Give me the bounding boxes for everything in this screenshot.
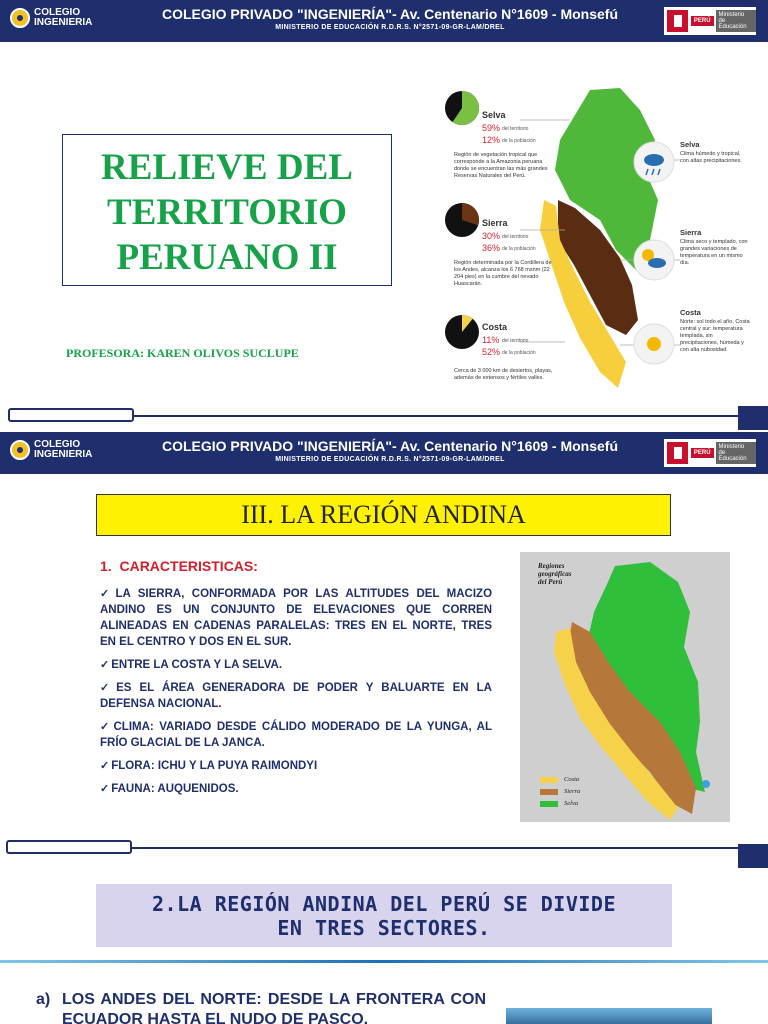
school-logo: [10, 440, 92, 460]
school-logo: [10, 8, 92, 28]
footer-line: [134, 415, 738, 417]
sectors-title-band: [96, 884, 672, 947]
checkmark-icon: ✓: [100, 588, 114, 600]
checkmark-icon: ✓: [100, 760, 110, 772]
regions-infographic: [440, 80, 760, 400]
teacher-name: PROFESORA: KAREN OLIVOS SUCLUPE: [66, 346, 299, 360]
checkmark-icon: ✓: [100, 682, 115, 694]
logo-line-2: INGENIERIA: [34, 17, 93, 28]
costa-territory-pct: 11%: [482, 335, 500, 345]
ministry-line-1: Ministerio: [718, 12, 745, 18]
header-title: COLEGIO PRIVADO "INGENIERÍA"- Av. Centenario N°1609 - Monsefú: [161, 6, 619, 22]
ministry-logo: [664, 7, 756, 35]
selva-climate-title: Selva: [680, 140, 700, 149]
footer-block: [738, 844, 768, 868]
peru-shield-icon: [667, 10, 688, 32]
list-item: ✓ ENTRE LA COSTA Y LA SELVA.: [100, 659, 283, 671]
characteristics-title: CARACTERISTICAS:: [119, 558, 258, 574]
slide-1: [0, 0, 768, 430]
sierra-territory-pct: 30%: [482, 231, 501, 241]
sierra-label: Sierra: [482, 218, 508, 228]
peru-label: PERÚ: [691, 16, 714, 26]
costa-population-pct: 52%: [482, 347, 501, 357]
sierra-population-pct: 36%: [482, 243, 501, 253]
checkmark-icon: ✓: [100, 783, 110, 795]
slide-2: [0, 432, 768, 868]
lake-titicaca: [702, 780, 710, 788]
ministry-line-2: de Educación: [718, 18, 747, 30]
title-line-1: RELIEVE DEL: [101, 147, 353, 188]
characteristics-number: 1.: [100, 558, 112, 574]
landscape-photo: [506, 1008, 712, 1024]
selva-climate-desc: Clima húmedo y tropical, con altas precipitaciones.: [680, 151, 742, 164]
logo-line-1: COLEGIO: [34, 7, 81, 18]
title-line-2: TERRITORIO: [107, 192, 347, 233]
sierra-population-label: de la población: [502, 246, 536, 252]
footer-block: [738, 406, 768, 430]
section-title: III. LA REGIÓN ANDINA: [241, 500, 526, 529]
legend-selva: Selva: [540, 800, 578, 807]
item-letter: a): [36, 991, 51, 1008]
school-emblem-icon: [10, 8, 30, 28]
checkmark-icon: ✓: [100, 659, 110, 671]
header-subtitle: MINISTERIO DE EDUCACIÓN R.D.R.S. N°2571-09-GR-LAM/DREL: [275, 456, 505, 463]
list-item: ✓ FAUNA: AUQUENIDOS.: [100, 783, 239, 795]
sectors-title-line-1: 2.LA REGIÓN ANDINA DEL PERÚ SE DIVIDE: [151, 892, 617, 916]
divider-line: [0, 960, 768, 963]
costa-territory-label: del territorio: [502, 338, 529, 344]
school-header: [0, 432, 768, 474]
title-line-3: PERUANO II: [116, 237, 338, 278]
characteristics-list: [100, 586, 492, 804]
map-title: Regiones geográficas del Perú: [538, 562, 572, 586]
legend-costa: Costa: [540, 776, 579, 783]
selva-description: Región de vegetación tropical que corresponde a la Amazonia peruana donde se encuentran las más grandes Reservas Naturales del Perú.: [454, 152, 548, 179]
costa-label: Costa: [482, 322, 508, 332]
selva-label: Selva: [482, 110, 506, 120]
list-item: ✓ FLORA: ICHU Y LA PUYA RAIMONDYI: [100, 760, 318, 772]
footer-pill: [6, 840, 132, 854]
list-item: ✓ LA SIERRA, CONFORMADA POR LAS ALTITUDES DEL MACIZO ANDINO ES UN CONJUNTO DE ELEVACIONES QUE CORREN ALINEADAS EN CADENAS PARALELAS: TRES EN EL NORTE, TRES EN EL CENTRO Y DOS EN EL SUR.: [100, 588, 493, 648]
andes-norte-text: LOS ANDES DEL NORTE: DESDE LA FRONTERA CON ECUADOR HASTA EL NUDO DE PASCO.: [62, 991, 486, 1024]
school-header: [0, 0, 768, 42]
header-title: COLEGIO PRIVADO "INGENIERÍA"- Av. Centenario N°1609 - Monsefú: [161, 438, 619, 454]
costa-description: Cerca de 3 000 km de desiertos, playas, además de extensos y fértiles valles.: [454, 368, 553, 381]
footer-pill: [8, 408, 134, 422]
costa-population-label: de la población: [502, 350, 536, 356]
slide-title-box: [62, 134, 392, 286]
ministry-line-2: de Educación: [718, 450, 747, 462]
checkmark-icon: ✓: [100, 721, 112, 733]
sectors-title-line-2: EN TRES SECTORES.: [277, 916, 491, 940]
costa-climate-title: Costa: [680, 308, 701, 317]
selva-territory-pct: 59%: [482, 123, 501, 133]
sierra-territory-label: del territorio: [502, 234, 529, 240]
selva-territory-label: del territorio: [502, 126, 529, 132]
footer-line: [132, 847, 738, 849]
legend-sierra: Sierra: [540, 788, 580, 795]
selva-population-label: de la población: [502, 138, 536, 144]
list-item: ✓ CLIMA: VARIADO DESDE CÁLIDO MODERADO DE LA YUNGA, AL FRÍO GLACIAL DE LA JANCA.: [100, 721, 493, 749]
ministry-logo: [664, 439, 756, 467]
characteristics-heading: [100, 558, 258, 574]
section-title-band: [96, 494, 671, 536]
sierra-climate-title: Sierra: [680, 228, 702, 237]
costa-climate-desc: Norte: sol todo el año. Costa central y sur: temperatura templada, sin precipitaciones, húmeda y con alta nubosidad.: [680, 319, 750, 353]
list-item: ✓ ES EL ÁREA GENERADORA DE PODER Y BALUARTE EN LA DEFENSA NACIONAL.: [100, 682, 492, 710]
logo-line-2: INGENIERIA: [34, 449, 93, 460]
school-emblem-icon: [10, 440, 30, 460]
sierra-climate-desc: Clima seco y templado, con grandes variaciones de temperatura en un mismo día.: [680, 239, 748, 266]
sierra-description: Región determinada por la Cordillera de los Andes, alcanza los 6 768 msnm (22 204 pies) en la cumbre del nevado Huascarán.: [454, 260, 552, 287]
selva-population-pct: 12%: [482, 135, 501, 145]
peru-regions-map: [520, 552, 730, 822]
slide-3: [0, 868, 768, 1024]
peru-shield-icon: [667, 442, 688, 464]
logo-line-1: COLEGIO: [34, 439, 81, 450]
ministry-line-1: Ministerio: [718, 444, 745, 450]
header-subtitle: MINISTERIO DE EDUCACIÓN R.D.R.S. N°2571-09-GR-LAM/DREL: [275, 24, 505, 31]
peru-label: PERÚ: [691, 448, 714, 458]
